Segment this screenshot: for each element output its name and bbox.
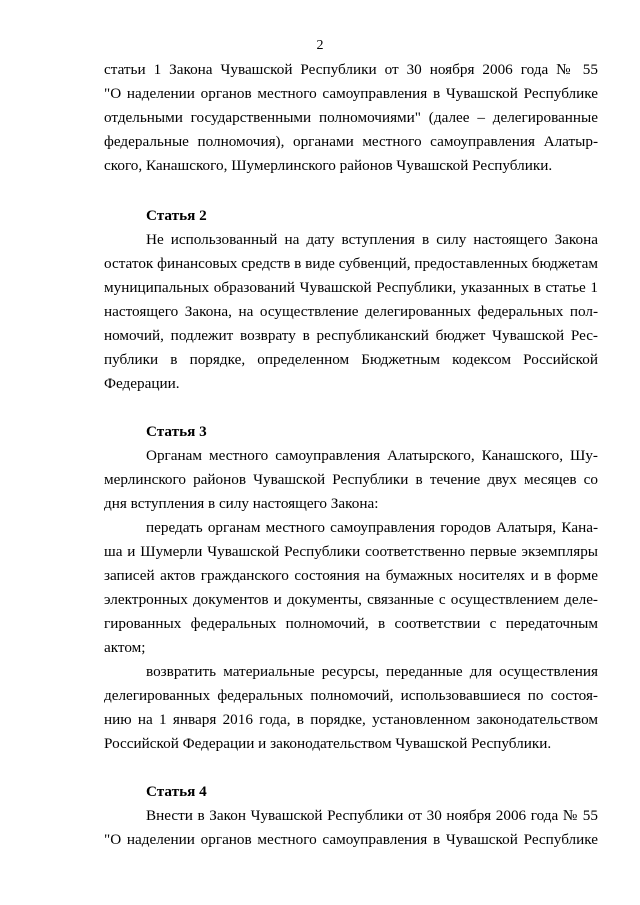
intro-line: отдельными государственными полномочиями" (далее – делегированные [104,109,598,126]
intro-line: ского, Канашского, Шумерлинского районов Чувашской Республики. [104,157,553,174]
article-2-heading: Статья 2 [146,207,207,224]
article-3-line: Органам местного самоуправления Алатырского, Канашского, Шу- [146,447,598,464]
article-4-line: Внести в Закон Чувашской Республики от 30 ноября 2006 года № 55 [146,807,598,824]
article-2-line: остаток финансовых средств в виде субвенций, предоставленных бюджетам [104,255,598,272]
article-2-line: публики в порядке, определенном Бюджетным кодексом Российской [104,351,598,368]
article-3-heading: Статья 3 [146,423,207,440]
article-3-line: мерлинского районов Чувашской Республики в течение двух месяцев со [104,471,598,488]
article-3-line: Российской Федерации и законодательством Чувашской Республики. [104,735,552,752]
article-2-line: номочий, подлежит возврату в республиканский бюджет Чувашской Рес- [104,327,598,344]
intro-line: "О наделении органов местного самоуправления в Чувашской Республике [104,85,598,102]
article-3-line: делегированных федеральных полномочий, использовавшиеся по состоя- [104,687,598,704]
article-4-line: "О наделении органов местного самоуправления в Чувашской Республике [104,831,598,848]
article-3-line: возвратить материальные ресурсы, переданные для осуществления [146,663,598,680]
spacer [104,178,598,204]
article-3-line: электронных документов и документы, связанные с осуществлением деле- [104,591,598,608]
article-4 [104,780,598,852]
page-number: 2 [316,38,324,53]
article-3-line: ша и Шумерли Чувашской Республики соответственно первые экземпляры [104,543,598,560]
article-3-line: актом; [104,639,146,656]
article-2-line: Не использованный на дату вступления в силу настоящего Закона [146,231,598,248]
article-2-line: Федерации. [104,375,180,392]
article-2-line: муниципальных образований Чувашской Республики, указанных в статье 1 [104,279,598,296]
article-2-line: настоящего Закона, на осуществление делегированных федеральных пол- [104,303,598,320]
article-4-heading: Статья 4 [146,783,207,800]
intro-paragraph [104,58,598,178]
document-body [104,58,598,852]
article-2 [104,204,598,396]
article-3-line: нию на 1 января 2016 года, в порядке, установленном законодательством [104,711,598,728]
spacer [104,756,598,780]
article-3-line: гированных федеральных полномочий, в соответствии с передаточным [104,615,598,632]
article-3-line: передать органам местного самоуправления городов Алатыря, Кана- [146,519,598,536]
intro-line: статьи 1 Закона Чувашской Республики от 30 ноября 2006 года № 55 [104,61,598,78]
article-3-line: записей актов гражданского состояния на бумажных носителях и в форме [104,567,598,584]
article-3 [104,420,598,756]
article-3-line: дня вступления в силу настоящего Закона: [104,495,379,512]
spacer [104,396,598,420]
intro-line: федеральные полномочия), органами местного самоуправления Алатыр- [104,133,598,150]
